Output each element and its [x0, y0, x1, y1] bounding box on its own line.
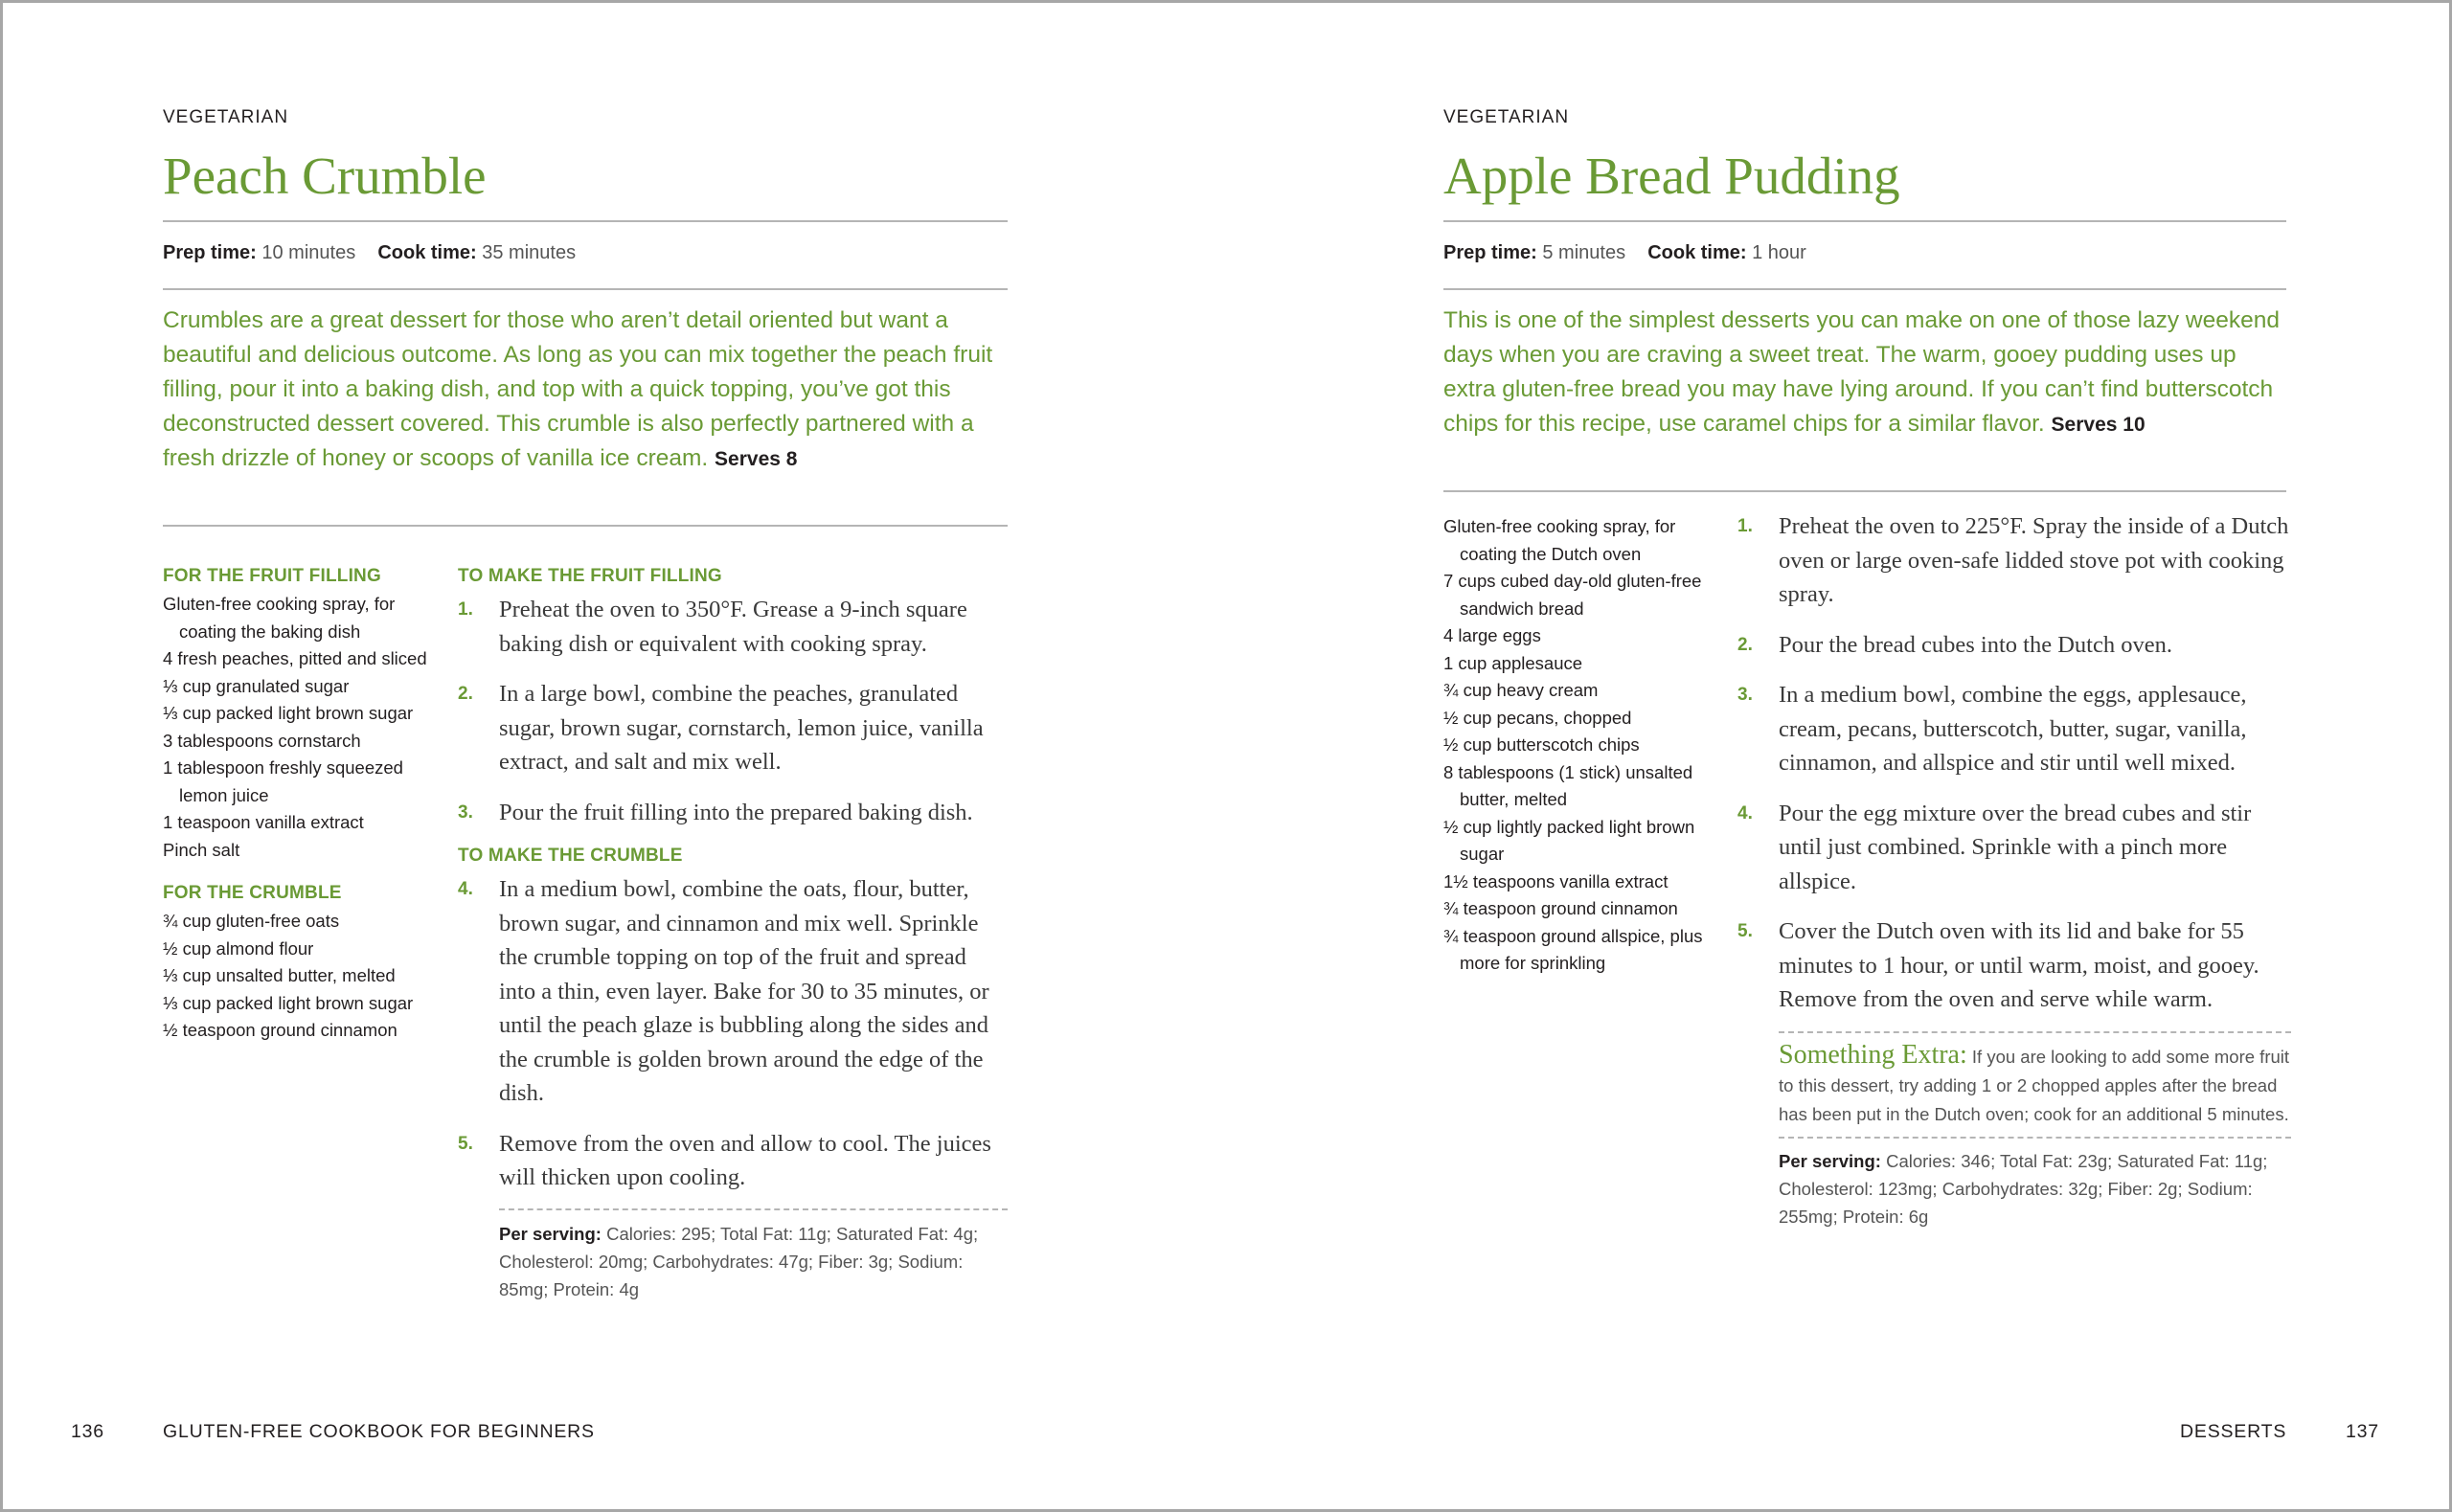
- category-label: VEGETARIAN: [1443, 107, 1570, 127]
- nutrition-divider: [499, 1208, 1008, 1210]
- ingredient-list: [1443, 513, 1721, 978]
- step-number: 1.: [458, 599, 473, 620]
- nutrition-info: [499, 1220, 1008, 1303]
- ingredient-section-heading: FOR THE FRUIT FILLING: [163, 566, 381, 586]
- ingredient-item: 1 tablespoon freshly squeezed lemon juice: [163, 757, 403, 805]
- step-number: 3.: [1737, 685, 1753, 705]
- right-running-footer: DESSERTS: [2180, 1421, 2287, 1442]
- directions-list: [458, 593, 1008, 829]
- intro-text: This is one of the simplest desserts you can make on one of those lazy weekend days when you are craving a sweet treat. The warm, gooey pudding uses up extra gluten-free bread you may have lying around. If you can’t find butterscotch chips for this recipe, use caramel chips for a similar flavor.: [1443, 307, 2280, 437]
- recipe-title: Peach Crumble: [163, 147, 487, 205]
- times-divider: [1443, 288, 2286, 290]
- extra-title: Something Extra:: [1779, 1039, 1967, 1070]
- direction-step: [458, 677, 1008, 779]
- recipe-intro: [1443, 304, 2286, 442]
- intro-divider: [163, 525, 1008, 527]
- right-page: [1443, 0, 2290, 1512]
- prep-time-value: 10 minutes: [261, 242, 356, 263]
- cook-time-value: 35 minutes: [482, 242, 577, 263]
- direction-step: [1737, 509, 2291, 612]
- extra-text: If you are looking to add some more fruit to this dessert, try adding 1 or 2 chopped apples after the bread has been put in the Dutch oven; cook for an additional 5 minutes.: [1779, 1046, 2290, 1124]
- direction-step: [1737, 914, 2291, 1017]
- ingredient-item: ½ cup butterscotch chips: [1443, 734, 1640, 755]
- directions-column: [458, 566, 1008, 1303]
- step-number: 5.: [458, 1133, 473, 1154]
- step-number: 5.: [1737, 921, 1753, 941]
- recipe-times: [163, 242, 576, 264]
- title-divider: [1443, 220, 2286, 222]
- step-text: Pour the fruit filling into the prepared baking dish.: [499, 799, 973, 825]
- ingredient-item: ⅓ cup packed light brown sugar: [163, 703, 414, 723]
- step-text: In a medium bowl, combine the oats, flour, butter, brown sugar, and cinnamon and mix well. Sprinkle the crumble topping on top of the fruit and spread into a thin, even layer. Bake for 30 to 35 minutes, or until the peach glaze is bubbling along the sides and the crumble is golden brown around the edge of the dish.: [499, 876, 989, 1106]
- directions-list: [1737, 509, 2291, 1017]
- nutrition-label: Per serving:: [499, 1223, 602, 1244]
- ingredient-list: [163, 908, 431, 1045]
- ingredient-item: Pinch salt: [163, 839, 240, 860]
- title-divider: [163, 220, 1008, 222]
- extra-divider: [1779, 1031, 2291, 1033]
- direction-step: [458, 593, 1008, 661]
- times-divider: [163, 288, 1008, 290]
- step-number: 4.: [1737, 802, 1753, 824]
- directions-section-heading: TO MAKE THE FRUIT FILLING: [458, 566, 722, 586]
- directions-section-heading: TO MAKE THE CRUMBLE: [458, 846, 683, 866]
- ingredient-item: ⅓ cup granulated sugar: [163, 675, 350, 696]
- nutrition-text: Calories: 295; Total Fat: 11g; Saturated Fat: 4g; Cholesterol: 20mg; Carbohydrates: 47g; Fiber: 3g; Sodium: 85mg; Protein: 4g: [499, 1223, 979, 1299]
- prep-time-label: Prep time:: [163, 242, 257, 263]
- nutrition-block: [499, 1208, 1008, 1303]
- nutrition-divider: [1779, 1137, 2291, 1139]
- left-page-number: 136: [71, 1421, 104, 1442]
- ingredient-list: [163, 591, 431, 864]
- something-extra-note: [1779, 1041, 2291, 1129]
- cook-time-label: Cook time:: [1647, 242, 1747, 263]
- ingredient-item: 3 tablespoons cornstarch: [163, 730, 361, 751]
- ingredient-item: 8 tablespoons (1 stick) unsalted butter, melted: [1443, 761, 1693, 809]
- direction-step: [458, 796, 1008, 830]
- step-number: 2.: [458, 684, 473, 704]
- ingredient-item: 7 cups cubed day-old gluten-free sandwich bread: [1443, 571, 1702, 619]
- step-text: Pour the bread cubes into the Dutch oven.: [1779, 631, 2172, 658]
- prep-time-label: Prep time:: [1443, 242, 1537, 263]
- right-page-number: 137: [2346, 1421, 2379, 1442]
- nutrition-info: [1779, 1147, 2291, 1230]
- prep-time-value: 5 minutes: [1542, 242, 1626, 263]
- direction-step: [458, 1127, 1008, 1195]
- intro-divider: [1443, 490, 2286, 492]
- ingredient-item: ¾ teaspoon ground cinnamon: [1443, 898, 1678, 918]
- serves-label: Serves 8: [715, 448, 798, 470]
- ingredient-item: ⅓ cup packed light brown sugar: [163, 992, 414, 1013]
- nutrition-text: Calories: 346; Total Fat: 23g; Saturated Fat: 11g; Cholesterol: 123mg; Carbohydrates: 32g; Fiber: 2g; Sodium: 255mg; Protein: 6g: [1779, 1150, 2268, 1227]
- directions-list: [458, 872, 1008, 1195]
- serves-label: Serves 10: [2051, 414, 2146, 436]
- ingredient-item: 4 large eggs: [1443, 625, 1541, 645]
- step-number: 2.: [1737, 634, 1753, 655]
- recipe-title: Apple Bread Pudding: [1443, 147, 1900, 205]
- ingredient-section-heading: FOR THE CRUMBLE: [163, 883, 342, 903]
- step-number: 3.: [458, 801, 473, 823]
- extra-block: [1779, 1031, 2291, 1230]
- ingredient-item: ½ cup almond flour: [163, 937, 314, 959]
- direction-step: [1737, 797, 2291, 899]
- recipe-intro: [163, 304, 1008, 477]
- ingredient-item: ¾ cup heavy cream: [1443, 680, 1599, 700]
- cook-time-value: 1 hour: [1752, 242, 1806, 263]
- left-page: [163, 0, 1008, 1512]
- category-label: VEGETARIAN: [163, 107, 289, 127]
- step-text: In a large bowl, combine the peaches, granulated sugar, brown sugar, cornstarch, lemon juice, vanilla extract, and salt and mix well.: [499, 681, 984, 775]
- recipe-times: [1443, 242, 1806, 264]
- ingredient-item: ⅓ cup unsalted butter, melted: [163, 965, 396, 985]
- step-text: Cover the Dutch oven with its lid and bake for 55 minutes to 1 hour, or until warm, moist, and gooey. Remove from the oven and serve while warm.: [1779, 918, 2259, 1012]
- step-text: Preheat the oven to 225°F. Spray the inside of a Dutch oven or large oven-safe lidded stove pot with cooking spray.: [1779, 513, 2289, 607]
- directions-column: [1737, 509, 2291, 1230]
- nutrition-label: Per serving:: [1779, 1150, 1881, 1171]
- ingredient-item: ¾ cup gluten-free oats: [163, 911, 340, 931]
- intro-text: Crumbles are a great dessert for those who aren’t detail oriented but want a beautiful and delicious outcome. As long as you can mix together the peach fruit filling, pour it into a baking dish, and top with a quick topping, you’ve got this deconstructed dessert covered. This crumble is also perfectly partnered with a fresh drizzle of honey or scoops of vanilla ice cream.: [163, 307, 993, 471]
- ingredient-item: 1 cup applesauce: [1443, 652, 1583, 673]
- ingredient-item: 1½ teaspoons vanilla extract: [1443, 870, 1669, 891]
- ingredient-item: ½ teaspoon ground cinnamon: [163, 1020, 397, 1040]
- step-text: Pour the egg mixture over the bread cubes and stir until just combined. Sprinkle with a pinch more allspice.: [1779, 800, 2252, 894]
- direction-step: [458, 872, 1008, 1111]
- direction-step: [1737, 678, 2291, 780]
- ingredient-item: Gluten-free cooking spray, for coating the baking dish: [163, 594, 396, 642]
- left-running-footer: GLUTEN-FREE COOKBOOK FOR BEGINNERS: [163, 1421, 595, 1442]
- cook-time-label: Cook time:: [377, 242, 477, 263]
- ingredient-item: 1 teaspoon vanilla extract: [163, 812, 364, 832]
- ingredient-item: 4 fresh peaches, pitted and sliced: [163, 648, 427, 668]
- ingredients-column: [163, 566, 431, 1045]
- ingredient-item: ½ cup pecans, chopped: [1443, 707, 1632, 728]
- step-number: 1.: [1737, 516, 1753, 536]
- step-text: Remove from the oven and allow to cool. The juices will thicken upon cooling.: [499, 1130, 991, 1190]
- ingredient-item: ¾ teaspoon ground allspice, plus more for sprinkling: [1443, 925, 1703, 973]
- ingredients-column: [1443, 513, 1721, 978]
- step-text: In a medium bowl, combine the eggs, applesauce, cream, pecans, butterscotch, butter, sugar, vanilla, cinnamon, and allspice and stir until well mixed.: [1779, 682, 2247, 776]
- step-text: Preheat the oven to 350°F. Grease a 9-inch square baking dish or equivalent with cooking spray.: [499, 597, 967, 657]
- ingredient-item: Gluten-free cooking spray, for coating the Dutch oven: [1443, 516, 1676, 564]
- ingredient-item: ½ cup lightly packed light brown sugar: [1443, 816, 1695, 864]
- direction-step: [1737, 628, 2291, 663]
- step-number: 4.: [458, 879, 473, 899]
